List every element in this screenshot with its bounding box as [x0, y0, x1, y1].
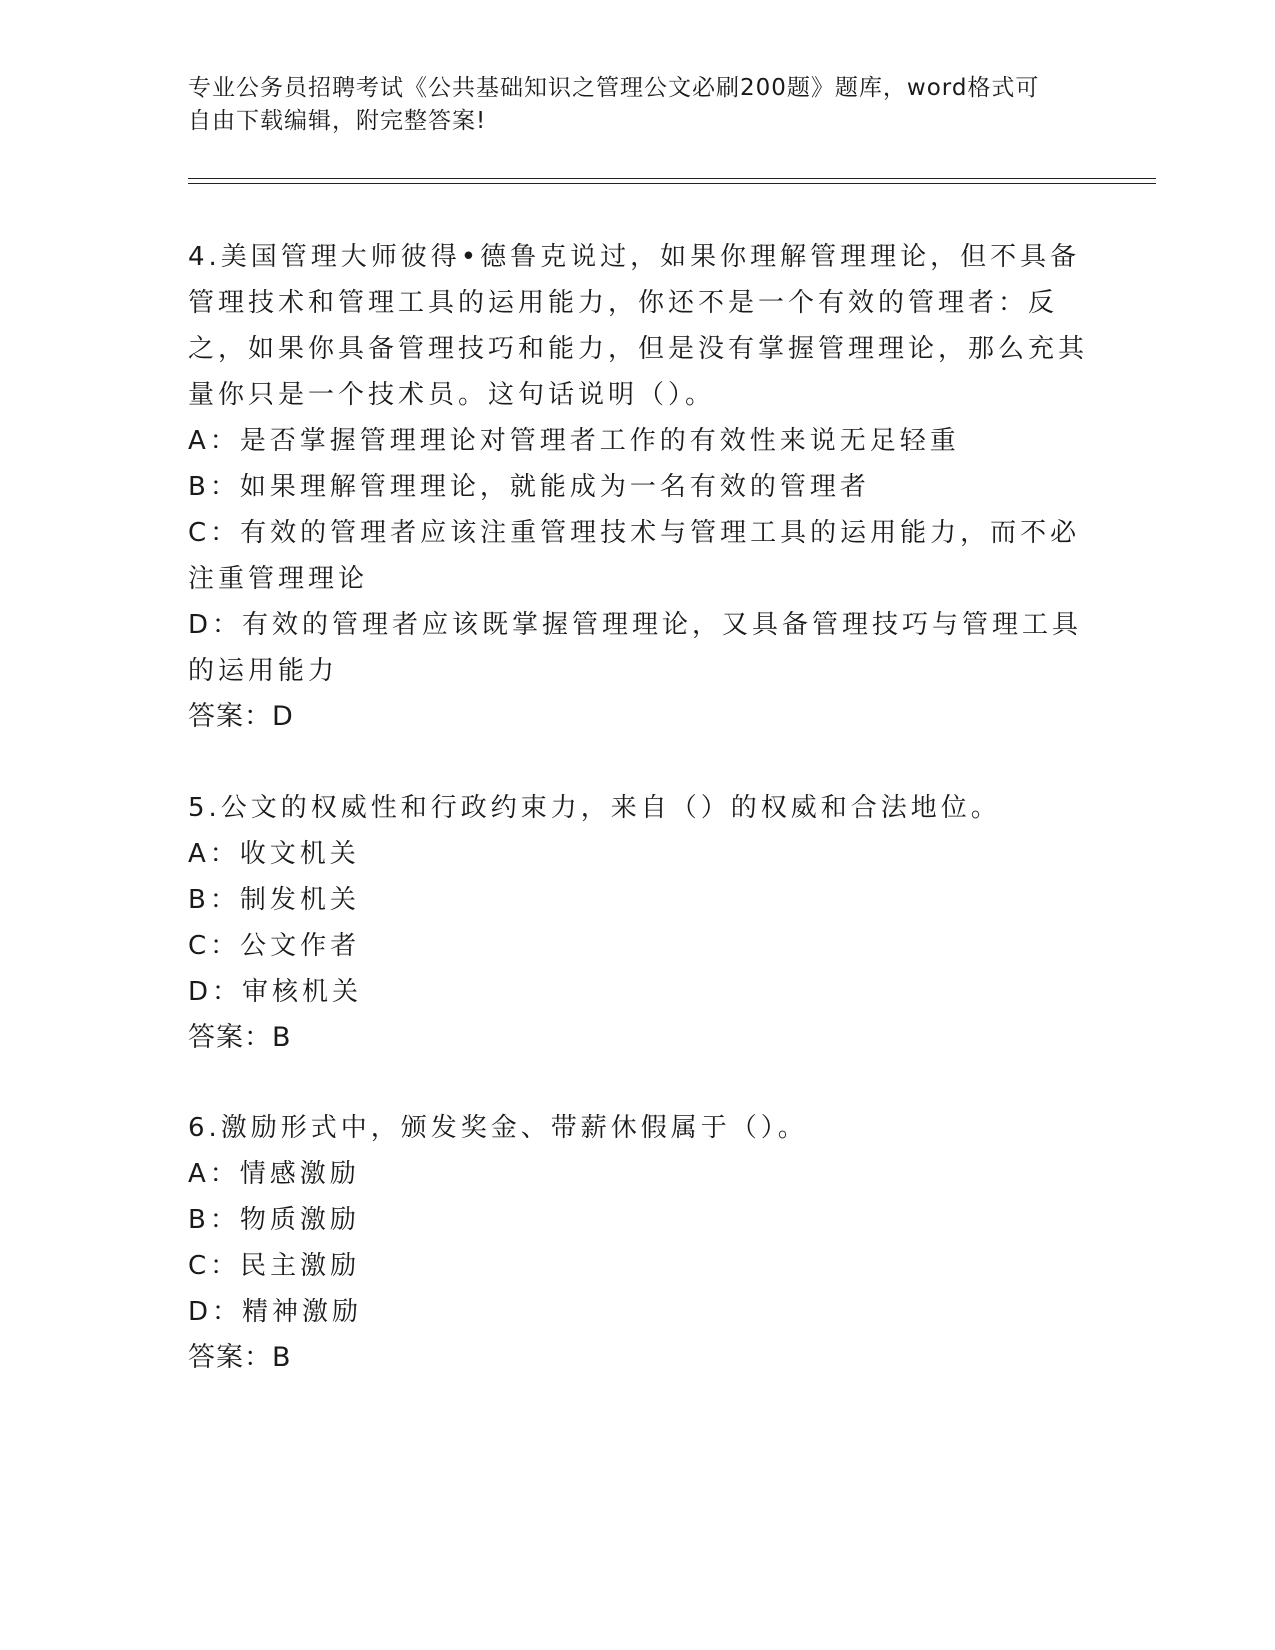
answer: 答案：B [188, 1342, 292, 1373]
header-line-2: 自由下载编辑，附完整答案! [188, 108, 487, 134]
option-b: B：如果理解管理理论，就能成为一名有效的管理者 [188, 472, 870, 502]
question-4 [188, 234, 1088, 740]
option-b: B：物质激励 [188, 1205, 360, 1235]
option-a: A：情感激励 [188, 1159, 360, 1189]
answer: 答案：B [188, 1022, 292, 1053]
option-c: C：有效的管理者应该注重管理技术与管理工具的运用能力，而不必注重管理理论 [188, 518, 1081, 594]
header-line-1: 专业公务员招聘考试《公共基础知识之管理公文必刷200题》题库，word格式可 [188, 75, 1040, 101]
header-divider-bottom [188, 183, 1156, 184]
question-stem: 6.激励形式中，颁发奖金、带薪休假属于（）。 [188, 1113, 808, 1143]
option-b: B：制发机关 [188, 885, 360, 915]
option-d: D：精神激励 [188, 1297, 363, 1327]
header-divider-top [188, 178, 1156, 179]
question-stem: 5.公文的权威性和行政约束力，来自（）的权威和合法地位。 [188, 793, 1001, 823]
answer: 答案：D [188, 701, 294, 732]
option-d: D：审核机关 [188, 977, 363, 1007]
question-5 [188, 785, 1088, 1061]
option-a: A：收文机关 [188, 839, 360, 869]
question-6 [188, 1105, 1088, 1381]
document-header [188, 72, 1068, 138]
question-stem: 4.美国管理大师彼得•德鲁克说过，如果你理解管理理论，但不具备管理技术和管理工具的运用能力，你还不是一个有效的管理者：反之，如果你具备管理技巧和能力，但是没有掌握管理理论，那么充其量你只是一个技术员。这句话说明（）。 [188, 242, 1089, 410]
option-a: A：是否掌握管理理论对管理者工作的有效性来说无足轻重 [188, 426, 960, 456]
option-c: C：公文作者 [188, 931, 361, 961]
option-d: D：有效的管理者应该既掌握管理理论，又具备管理技巧与管理工具的运用能力 [188, 610, 1083, 686]
option-c: C：民主激励 [188, 1251, 361, 1281]
